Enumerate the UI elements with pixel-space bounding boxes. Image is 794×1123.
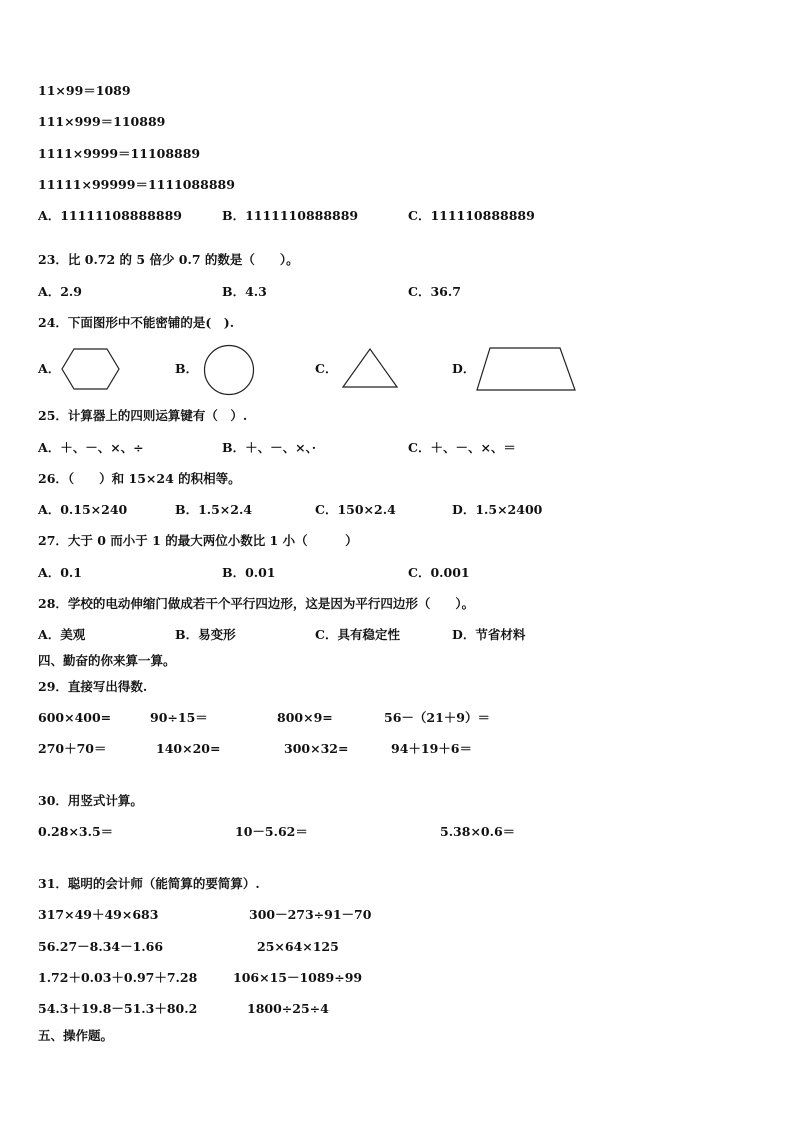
pattern-line-1: 11×99＝1089	[38, 83, 131, 98]
q30-stem: 30．用竖式计算。	[38, 793, 143, 808]
q25-option-a: A．＋、－、×、÷	[38, 440, 144, 455]
q31-item: 1800÷25÷4	[247, 1001, 329, 1016]
q30-item: 5.38×0.6＝	[440, 824, 516, 839]
q22-option-b: B．1111110888889	[222, 208, 359, 223]
q28-option-c: C．具有稳定性	[315, 627, 400, 642]
section-4-heading: 四、勤奋的你来算一算。	[38, 653, 176, 668]
triangle-icon	[340, 346, 400, 390]
q29-item: 300×32=	[284, 741, 349, 756]
q31-item: 300－273÷91－70	[249, 907, 372, 922]
q29-item: 56－（21＋9）＝	[384, 710, 490, 725]
q24-label-c: C．	[315, 361, 338, 376]
q31-item: 1.72＋0.03＋0.97＋7.28	[38, 970, 198, 985]
pattern-line-4: 11111×99999＝1111088889	[38, 177, 235, 192]
circle-icon	[202, 343, 256, 397]
q31-item: 54.3＋19.8－51.3＋80.2	[38, 1001, 198, 1016]
q31-item: 56.27－8.34－1.66	[38, 939, 164, 954]
q26-stem: 26．（ ）和 15×24 的积相等。	[38, 471, 241, 486]
q23-stem: 23．比 0.72 的 5 倍少 0.7 的数是（ ）。	[38, 252, 299, 267]
q25-option-c: C．＋、－、×、＝	[408, 440, 516, 455]
q28-option-d: D．节省材料	[452, 627, 526, 642]
q29-stem: 29．直接写出得数.	[38, 679, 148, 694]
q27-option-a: A．0.1	[38, 565, 82, 580]
q26-option-d: D．1.5×2400	[452, 502, 543, 517]
q30-item: 10－5.62＝	[235, 824, 308, 839]
q28-stem: 28．学校的电动伸缩门做成若干个平行四边形，这是因为平行四边形（ ）。	[38, 596, 475, 611]
q23-option-b: B．4.3	[222, 284, 267, 299]
q31-item: 317×49＋49×683	[38, 907, 159, 922]
q24-label-b: B．	[175, 361, 199, 376]
q31-stem: 31．聪明的会计师（能简算的要简算）.	[38, 876, 260, 891]
section-5-heading: 五、操作题。	[38, 1028, 114, 1043]
q27-option-b: B．0.01	[222, 565, 276, 580]
q29-item: 94＋19＋6＝	[391, 741, 472, 756]
q25-option-b: B．＋、－、×、·	[222, 440, 317, 455]
q24-label-d: D．	[452, 361, 476, 376]
q23-option-c: C．36.7	[408, 284, 461, 299]
q29-item: 800×9=	[277, 710, 333, 725]
q24-label-a: A．	[38, 361, 61, 376]
q24-stem: 24．下面图形中不能密铺的是( ).	[38, 315, 235, 330]
q27-stem: 27．大于 0 而小于 1 的最大两位小数比 1 小（ ）	[38, 533, 358, 548]
q29-item: 140×20=	[156, 741, 221, 756]
q22-option-c: C．111110888889	[408, 208, 535, 223]
q29-item: 600×400=	[38, 710, 112, 725]
q26-option-b: B．1.5×2.4	[175, 502, 253, 517]
q23-option-a: A．2.9	[38, 284, 82, 299]
q31-item: 106×15－1089÷99	[233, 970, 363, 985]
hexagon-icon	[60, 346, 122, 392]
q22-option-a: A．11111108888889	[38, 208, 182, 223]
q29-item: 90÷15＝	[150, 710, 208, 725]
q26-option-c: C．150×2.4	[315, 502, 396, 517]
q25-stem: 25．计算器上的四则运算键有（ ）.	[38, 408, 248, 423]
q31-item: 25×64×125	[257, 939, 339, 954]
pattern-line-2: 111×999＝110889	[38, 114, 166, 129]
q29-item: 270＋70＝	[38, 741, 107, 756]
q30-item: 0.28×3.5＝	[38, 824, 114, 839]
q28-option-a: A．美观	[38, 627, 86, 642]
q27-option-c: C．0.001	[408, 565, 470, 580]
q28-option-b: B．易变形	[175, 627, 236, 642]
pattern-line-3: 1111×9999＝11108889	[38, 146, 201, 161]
q26-option-a: A．0.15×240	[38, 502, 128, 517]
trapezoid-icon	[474, 344, 580, 394]
